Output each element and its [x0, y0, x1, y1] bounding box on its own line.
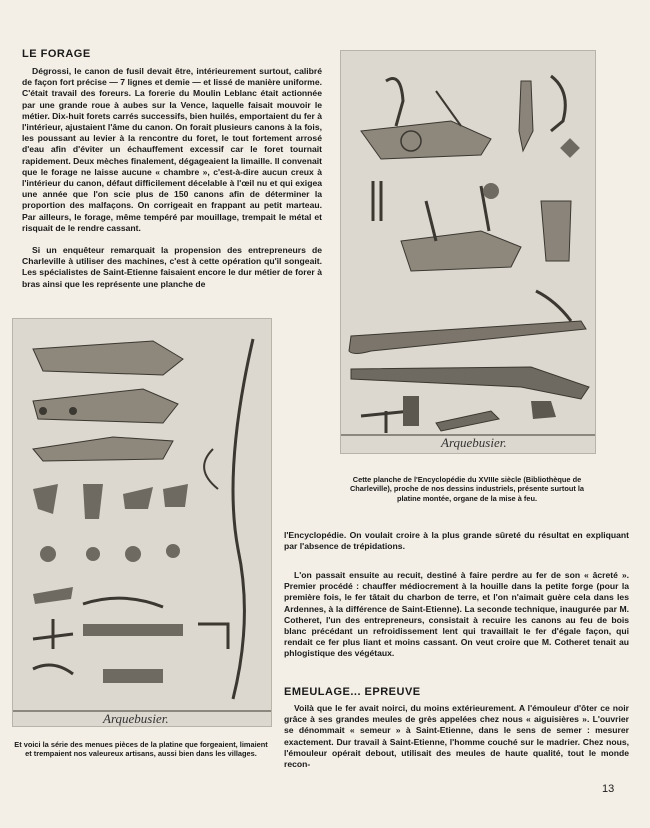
plate-engraving-left [13, 319, 271, 726]
plate-title-right: Arquebusier. [441, 435, 507, 450]
section-heading-forage: LE FORAGE [22, 48, 91, 60]
page-number: 13 [602, 783, 615, 795]
caption-left-plate: Et voici la série des menues pièces de la platine que forgeaient, limaient et trempaient nos valeureux artisans, aussi bien dans les villages. [14, 740, 268, 759]
encyclopedia-plate-platine-montee [340, 50, 596, 454]
encyclopedia-plate-lock-parts [12, 318, 272, 727]
paragraph-emeulage: Voilà que le fer avait noirci, du moins extérieurement. A l'émouleur d'ôter ce noir grâce à ses grandes meules de grès appelées chez nous « aiguisières ». L'ouvrier se dénommait « semeur » à Saint-Etienne, dans le sens de semer : mesurer exactement. Dur travail à Saint-Etienne, l'homme couché sur le madrier. Chez nous, l'émouleur opérait debout, utilisait des meules de haute qualité, tout le monde recon- [284, 703, 629, 770]
caption-right-plate: Cette planche de l'Encyclopédie du XVIIIe siècle (Bibliothèque de Charleville), proche de nos dessins industriels, présente surtout la platine montée, organe de la mise à feu. [349, 475, 585, 503]
paragraph-recuit: L'on passait ensuite au recuit, destiné à faire perdre au fer de son « âcreté ». Premier procédé : chauffer médiocrement à la houille dans la petite forge (pour la première fois, le fer tâtait du charbon de terre, et l'on n'aimait guère cela dans les Ardennes, à la différence de Saint-Etienne). La seconde technique, inaugurée par M. Cotheret, l'un des entrepreneurs, consistait à recuire les canons au feu de bois blanc précédant un refroidissement lent qui travaillait le fer d'égale façon, qui rendait ce fer plus liant et moins cassant. On veut croire que M. Cotheret tenait au phlogistique des végétaux. [284, 570, 629, 659]
paragraph-forage-3: l'Encyclopédie. On voulait croire à la plus grande sûreté du résultat en expliquant par l'absence de trépidations. [284, 530, 629, 552]
plate-engraving-right [341, 51, 595, 453]
paragraph-forage-2: Si un enquêteur remarquait la propension des entrepreneurs de Charleville à utiliser des machines, c'est à cette opération qu'il songeait. Les spécialistes de Saint-Etienne faisaient encore le dur métier de forer à bras ainsi que les représente une planche de [22, 245, 322, 289]
plate-title-left: Arquebusier. [103, 711, 169, 726]
section-heading-emeulage: EMEULAGE... EPREUVE [284, 686, 421, 698]
paragraph-forage-1: Dégrossi, le canon de fusil devait être, intérieurement surtout, calibré de façon fort précise — 7 lignes et demie — et lissé de manière uniforme. C'était travail des foreurs. La forerie du Moulin Leblanc était actionnée par une grande roue à aubes sur la Vence, laquelle faisait mouvoir le métier. Dix-huit forets carrés successifs, bien huilés, emportaient du fer à l'intérieur, ajustaient l'âme du canon. On forait plusieurs canons à la fois, les poussant au levier à la rencontre du foret, le tout fortement arrosé d'eau afin d'éviter un échauffement excessif car le foret tournait rapidement. Deux mèches finalement, dégageaient la limaille. Il convenait que le forage ne laisse aucune « chambre », c'est-à-dire aucun creux à l'intérieur du canon, défaut difficilement décelable à l'œil nu et qui exigea une année que l'on scie plus de 150 canons afin de déterminer la proportion des malfaçons. On corrigeait en frappant au petit marteau. Par ailleurs, le forage, même tempéré par mouillage, trempait le métal et risquait de le rendre cassant. [22, 66, 322, 233]
